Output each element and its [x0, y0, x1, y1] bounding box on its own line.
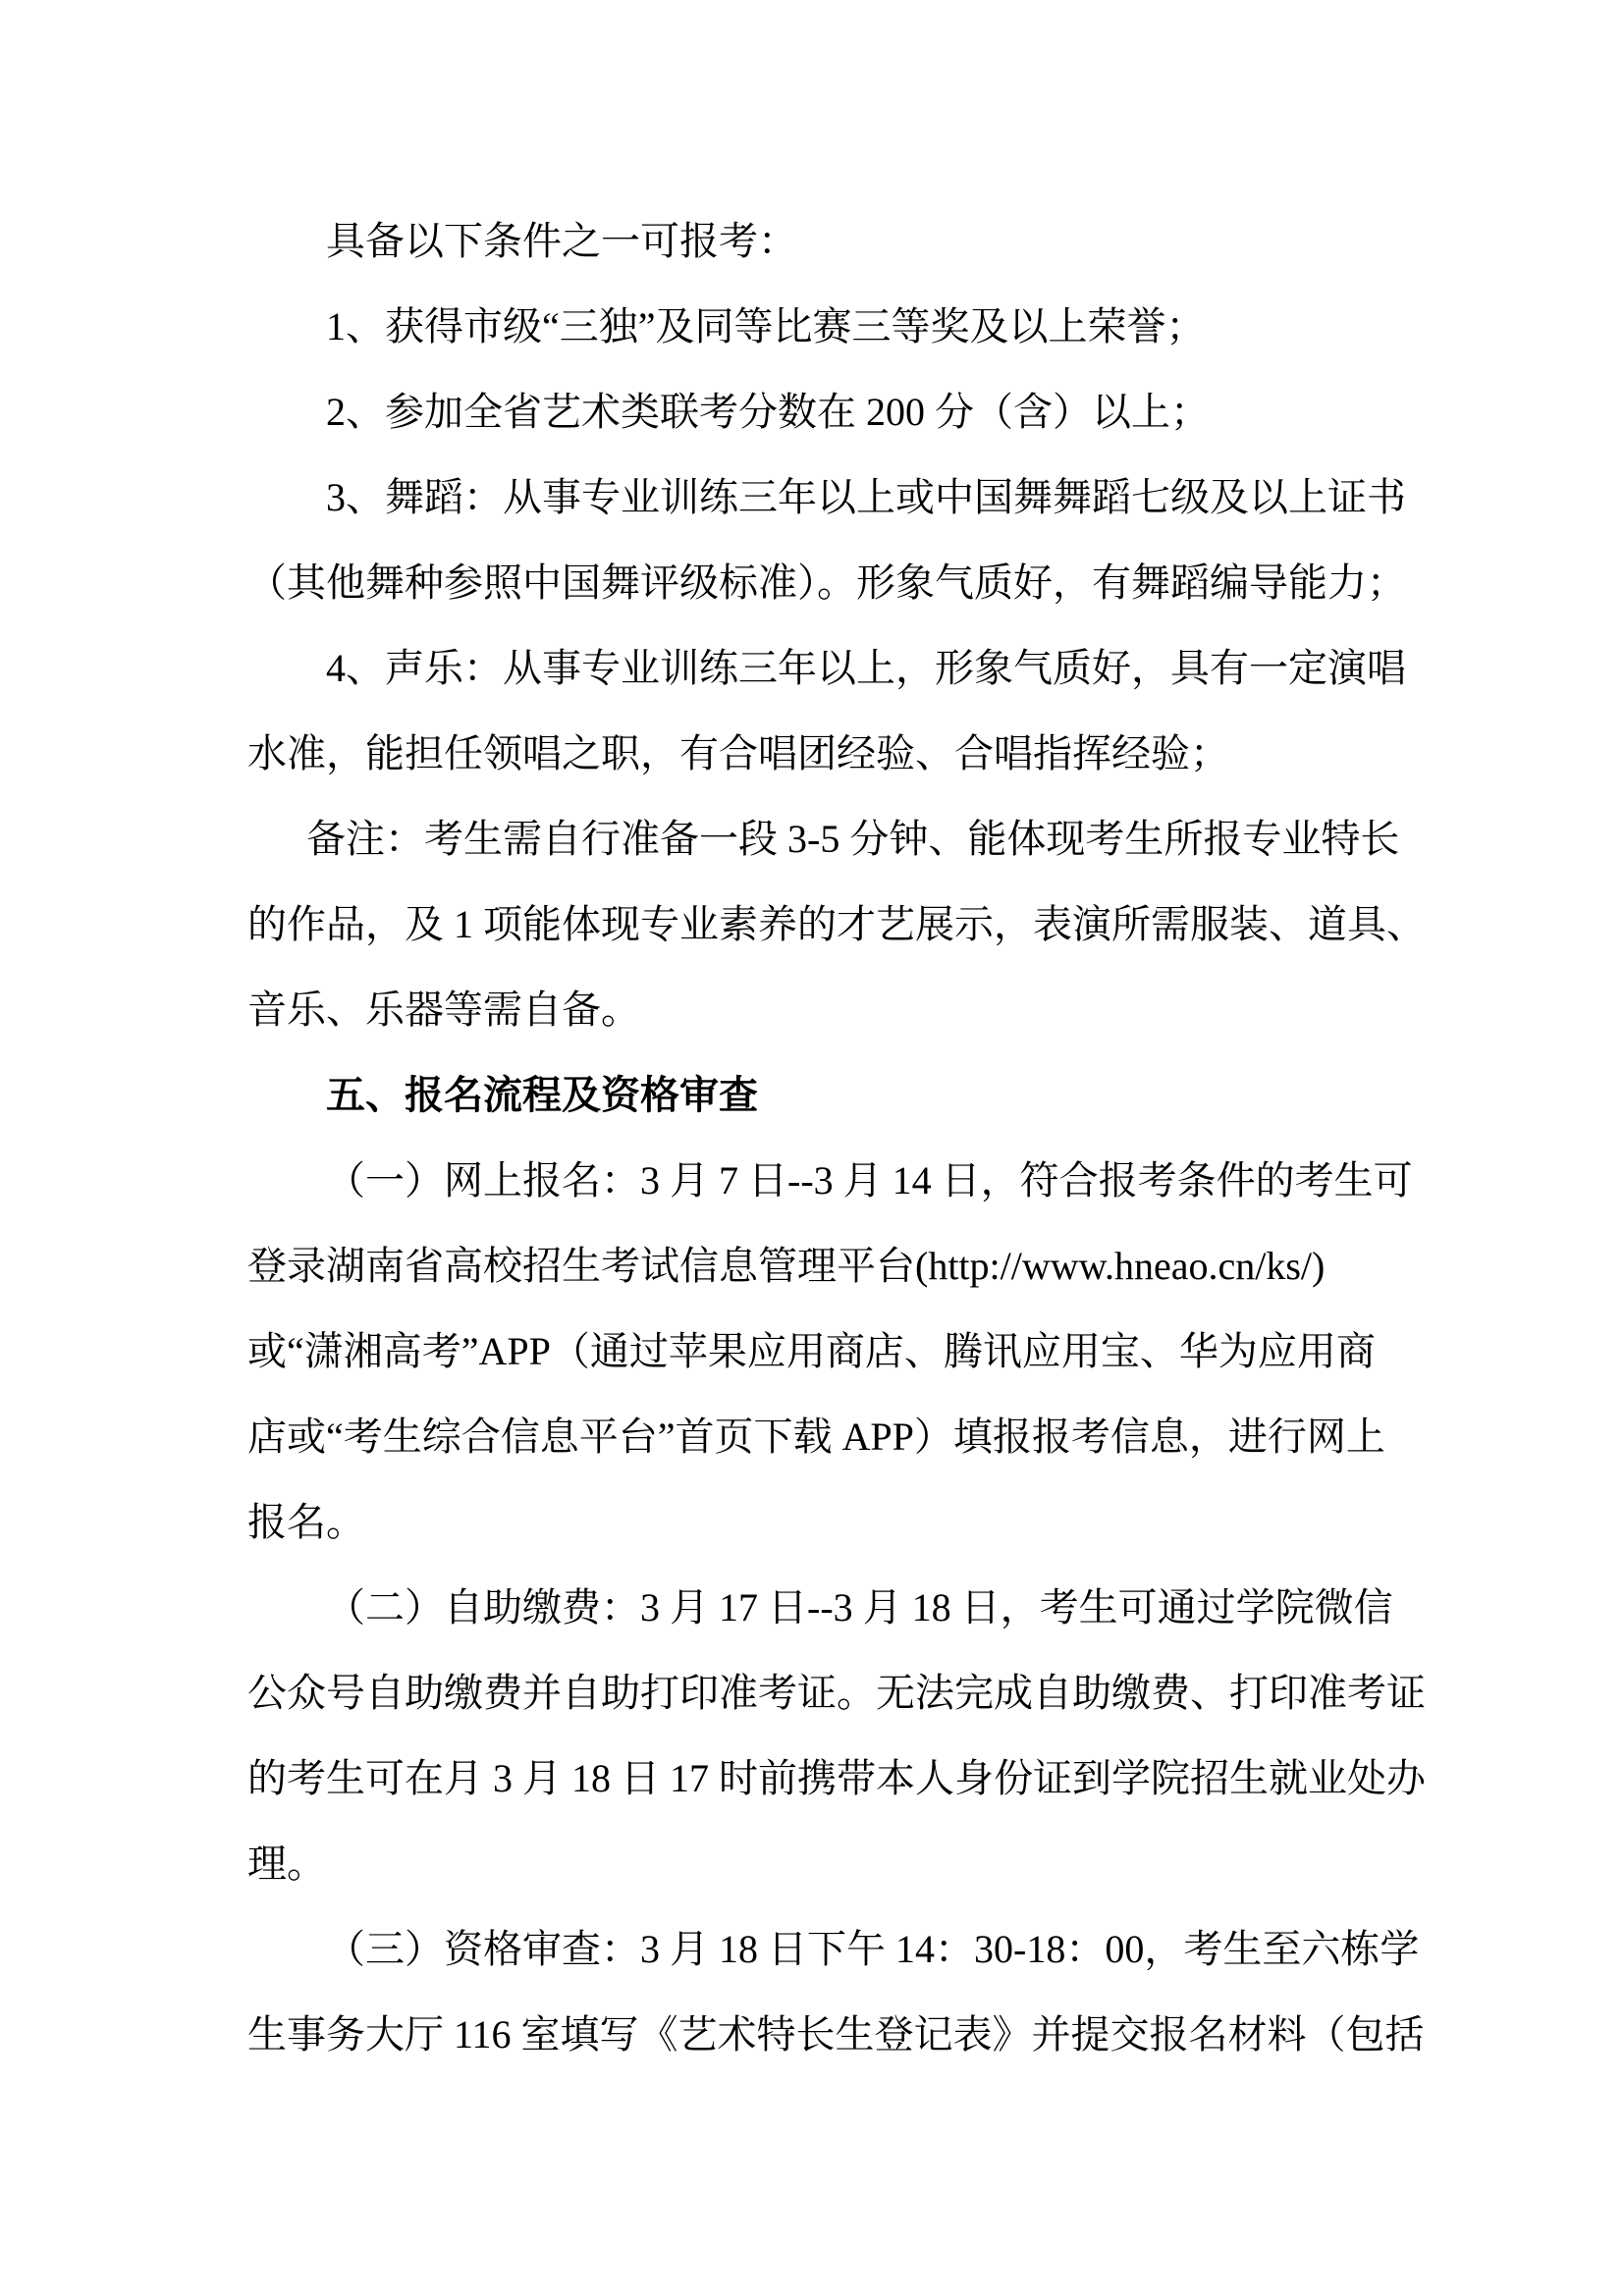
- text-line: 备注：考生需自行准备一段 3-5 分钟、能体现考生所报专业特长: [306, 817, 1400, 861]
- text-line: 公众号自助缴费并自助打印准考证。无法完成自助缴费、打印准考证: [247, 1671, 1426, 1715]
- text-line: 4、声乐：从事专业训练三年以上，形象气质好，具有一定演唱: [326, 646, 1406, 690]
- text-line: 音乐、乐器等需自备。: [247, 988, 640, 1032]
- text-line: （一）网上报名：3 月 7 日--3 月 14 日，符合报考条件的考生可: [326, 1158, 1413, 1202]
- text-line: 生事务大厅 116 室填写《艺术特长生登记表》并提交报名材料（包括: [247, 2012, 1425, 2056]
- section-heading: 五、报名流程及资格审查: [326, 1073, 758, 1117]
- text-line: （二）自助缴费：3 月 17 日--3 月 18 日，考生可通过学院微信: [326, 1585, 1393, 1629]
- text-line: 报名。: [247, 1500, 365, 1544]
- text-line: 2、参加全省艺术类联考分数在 200 分（含）以上；: [326, 390, 1210, 434]
- text-line: 的考生可在月 3 月 18 日 17 时前携带本人身份证到学院招生就业处办: [247, 1756, 1426, 1800]
- text-line: 水准，能担任领唱之职，有合唱团经验、合唱指挥经验；: [247, 731, 1229, 775]
- text-line: 登录湖南省高校招生考试信息管理平台(http://www.hneao.cn/ks/): [247, 1244, 1326, 1288]
- text-line: （三）资格审查：3 月 18 日下午 14：30-18：00，考生至六栋学: [326, 1927, 1420, 1971]
- text-line: 具备以下条件之一可报考：: [326, 219, 797, 263]
- text-line: （其他舞种参照中国舞评级标准）。形象气质好，有舞蹈编导能力；: [247, 561, 1406, 605]
- text-line: 3、舞蹈：从事专业训练三年以上或中国舞舞蹈七级及以上证书: [326, 475, 1406, 519]
- text-line: 1、获得市级“三独”及同等比赛三等奖及以上荣誉；: [326, 304, 1206, 348]
- text-line: 理。: [247, 1842, 326, 1886]
- text-line: 的作品，及 1 项能体现专业素养的才艺展示，表演所需服装、道具、: [247, 902, 1426, 946]
- text-line: 或“潇湘高考”APP（通过苹果应用商店、腾讯应用宝、华为应用商: [247, 1329, 1376, 1373]
- text-line: 店或“考生综合信息平台”首页下载 APP）填报报考信息，进行网上: [247, 1415, 1385, 1459]
